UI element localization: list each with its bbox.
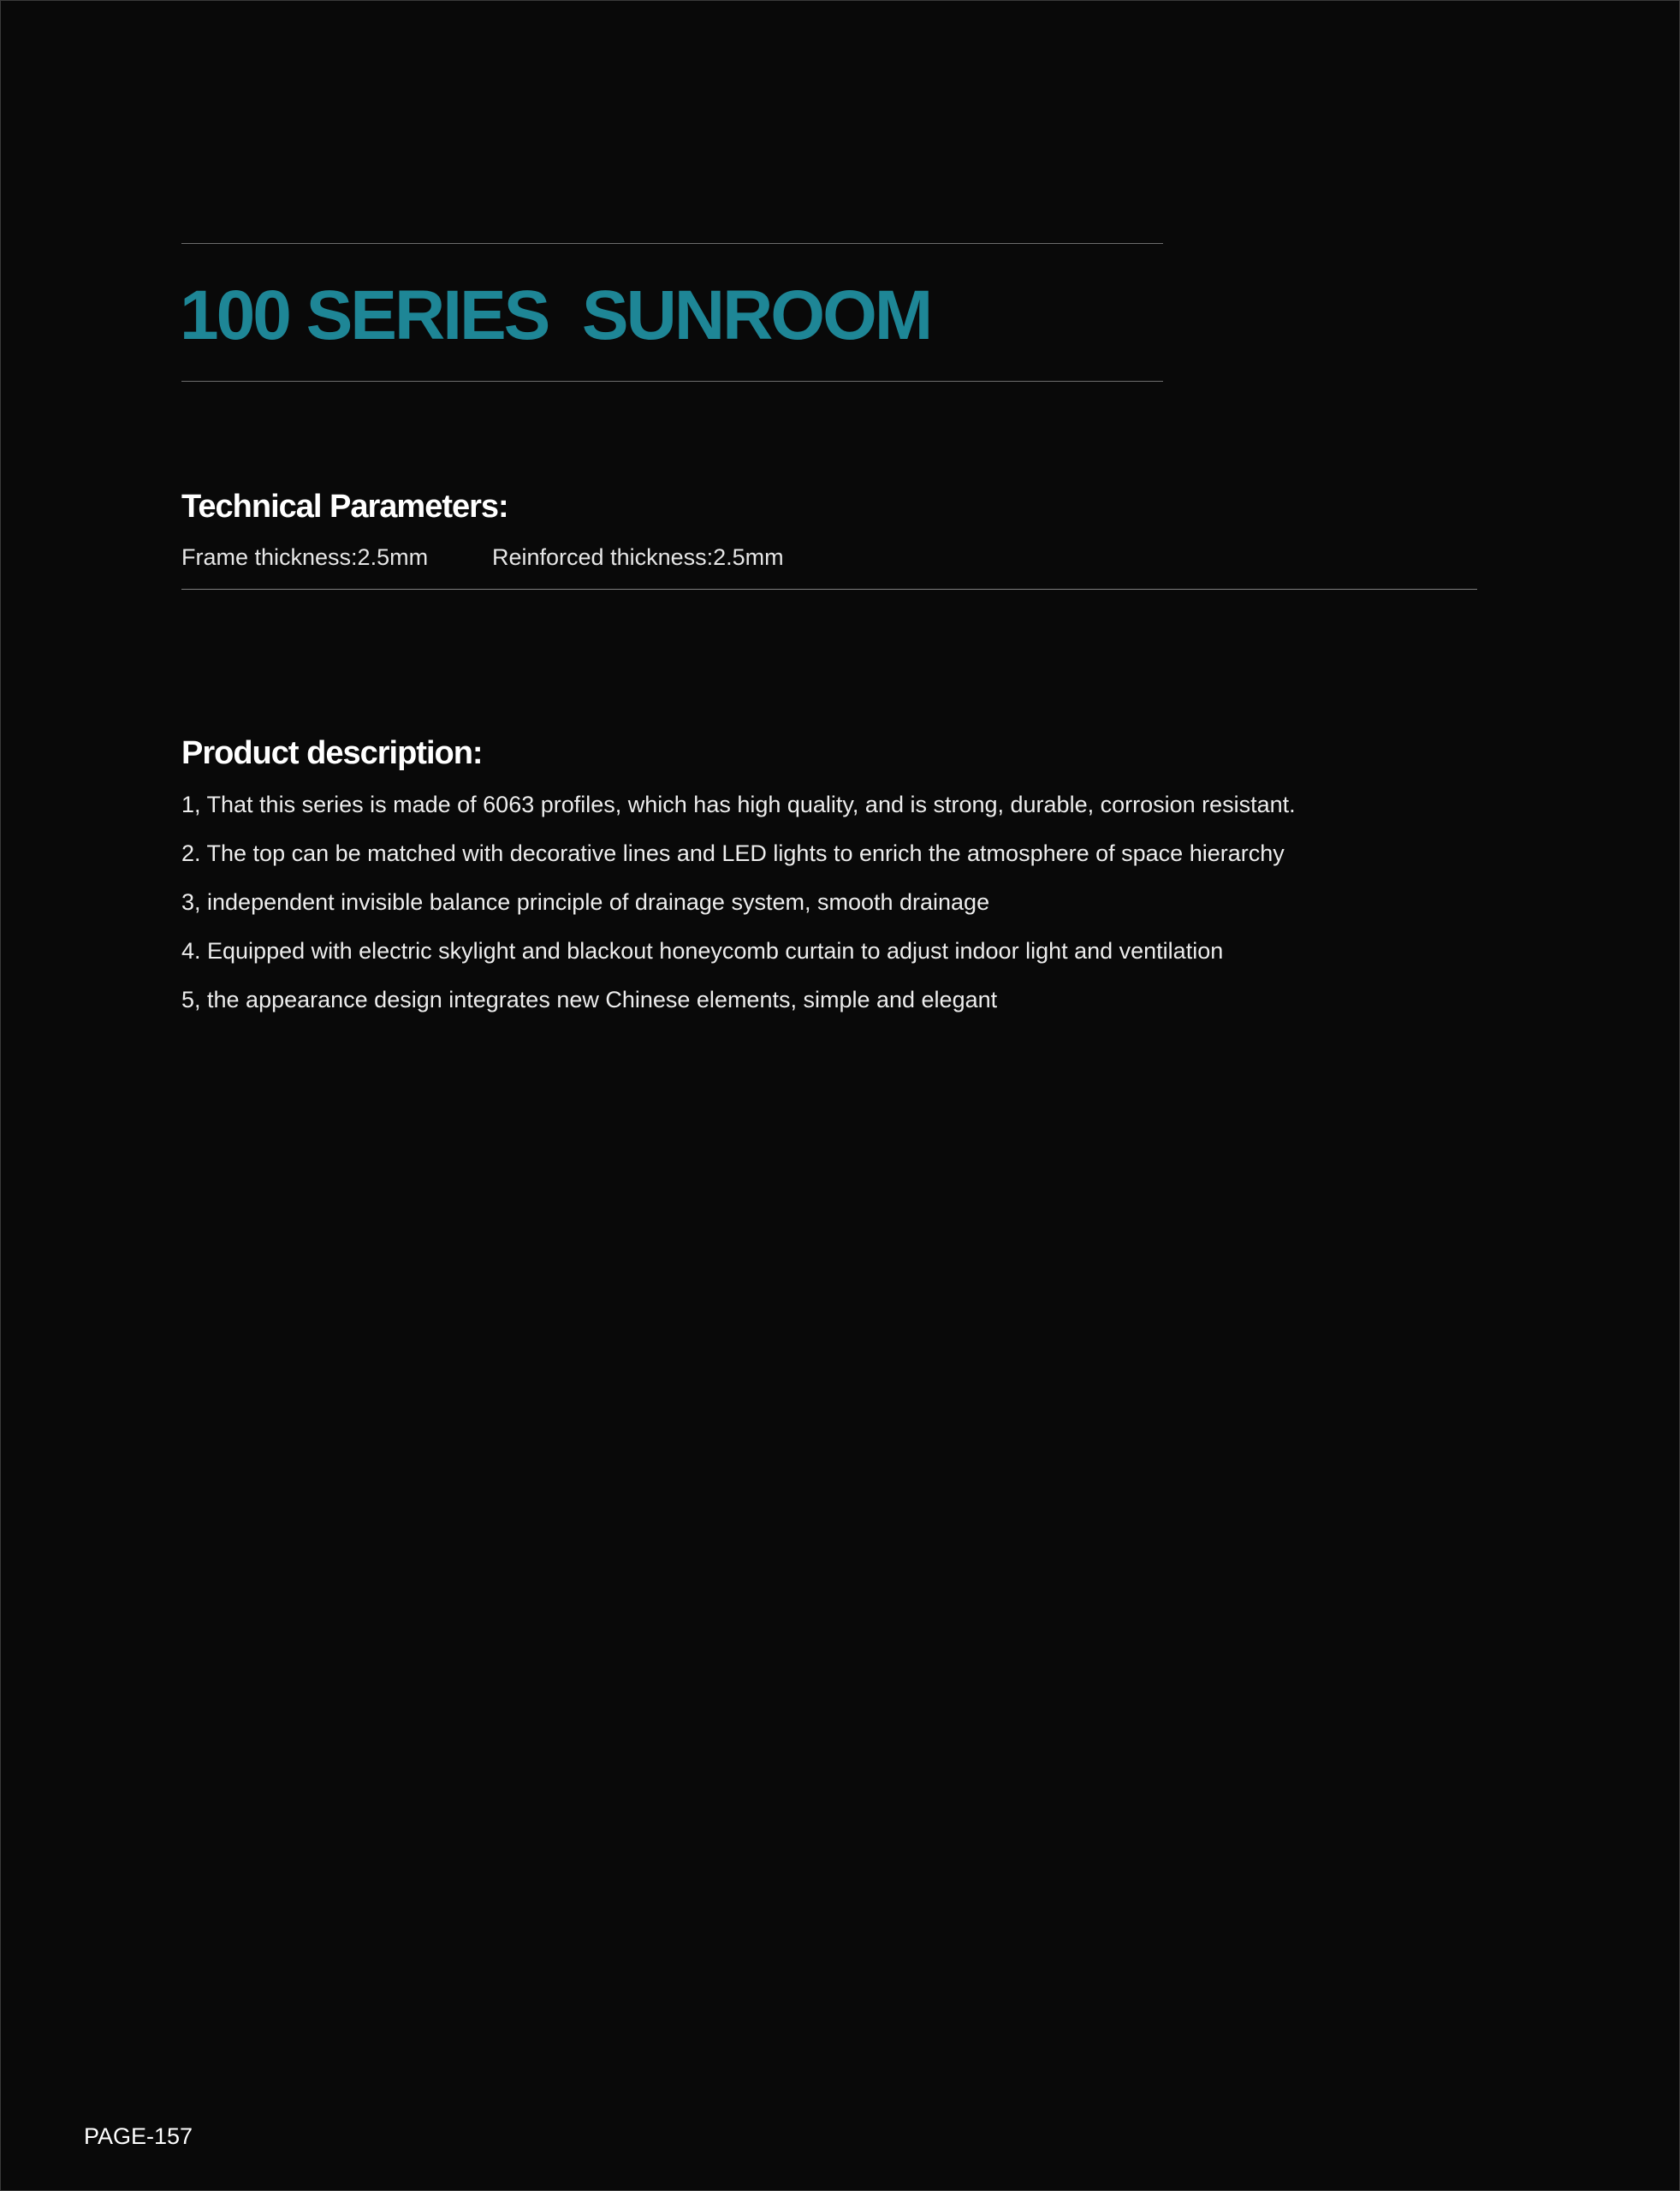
description-item-2: 2. The top can be matched with decorative lines and LED lights to enrich the atmosphere of space hierarchy — [181, 840, 1285, 866]
product-description-heading: Product description: — [181, 735, 483, 771]
frame-thickness-value: Frame thickness:2.5mm — [181, 544, 429, 570]
parameters-divider — [181, 589, 1477, 590]
product-description-list — [181, 790, 1296, 1034]
page-number: PAGE-157 — [84, 2123, 193, 2149]
description-item-4: 4. Equipped with electric skylight and blackout honeycomb curtain to adjust indoor light and ventilation — [181, 938, 1224, 964]
reinforced-thickness-value: Reinforced thickness:2.5mm — [492, 544, 784, 570]
description-item-3: 3, independent invisible balance principle of drainage system, smooth drainage — [181, 889, 990, 915]
title-top-divider — [181, 243, 1163, 244]
page-title: 100 SERIES SUNROOM — [180, 276, 931, 354]
description-item-5: 5, the appearance design integrates new Chinese elements, simple and elegant — [181, 987, 998, 1012]
description-item-1: 1, That this series is made of 6063 profiles, which has high quality, and is strong, durable, corrosion resistant. — [181, 792, 1296, 817]
title-bottom-divider — [181, 381, 1163, 382]
technical-parameters-heading: Technical Parameters: — [181, 489, 508, 525]
